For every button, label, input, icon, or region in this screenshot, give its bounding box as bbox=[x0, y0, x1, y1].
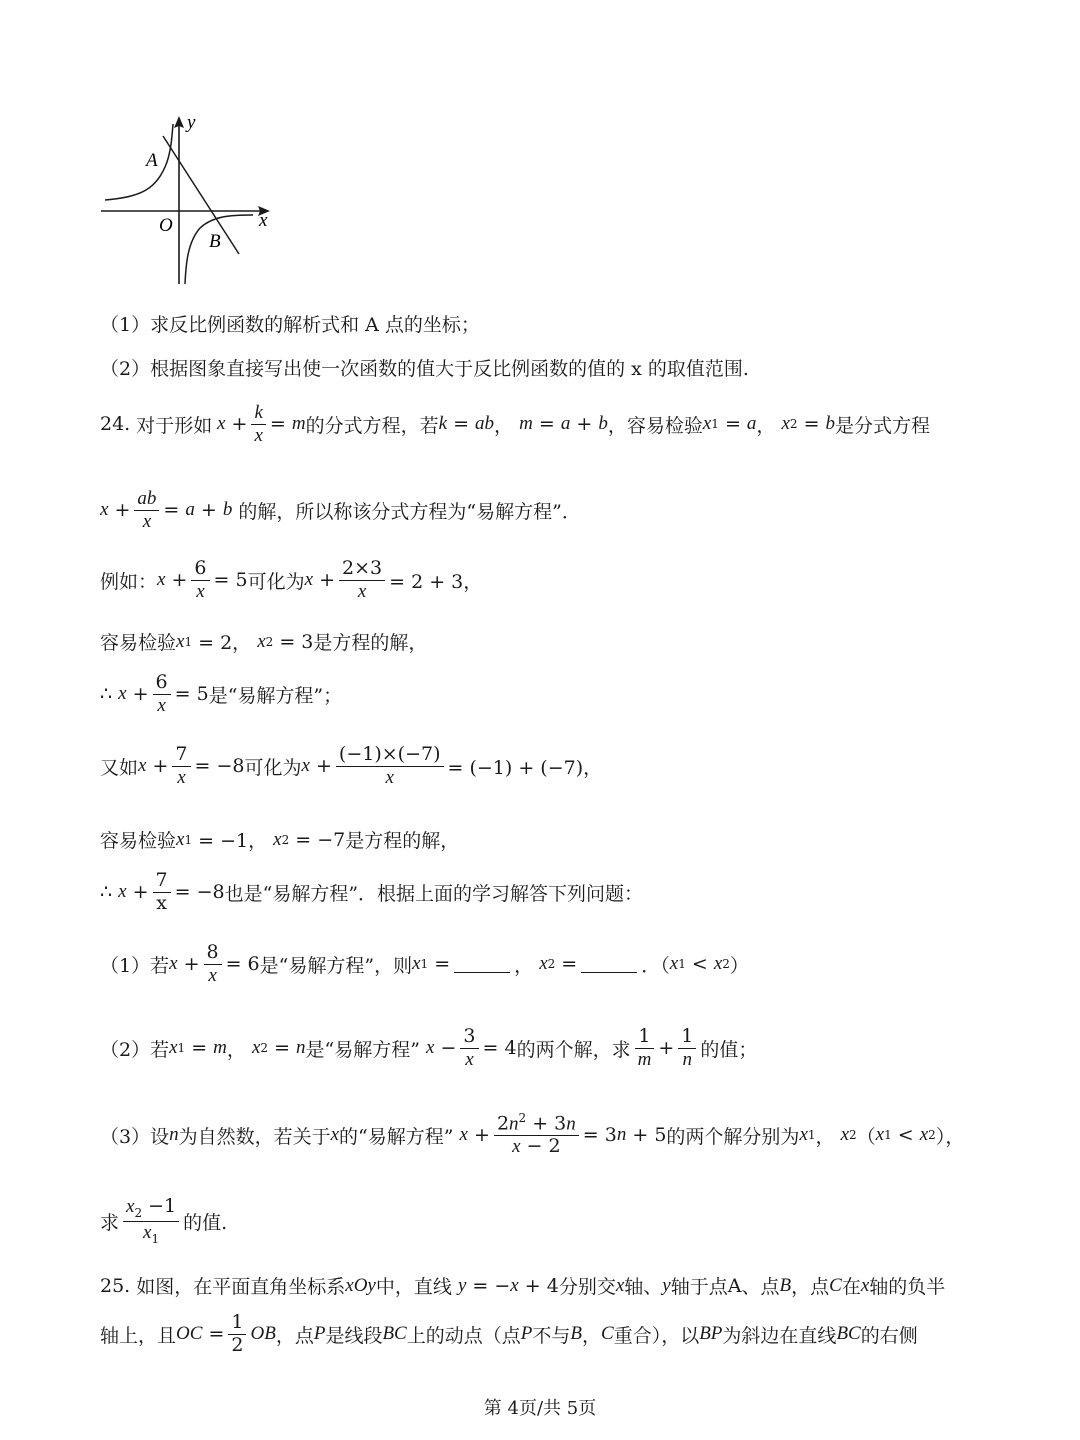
linear-function-line bbox=[163, 136, 239, 254]
therefore-symbol-1: ∴ bbox=[100, 683, 113, 706]
q24-number: 24. bbox=[100, 413, 131, 436]
q24-sub3-ask: 求 $\frac{x_2 -1}{x_1}$ 的值. bbox=[100, 1195, 228, 1246]
q24-therefore2: ∴ x + $\frac{7}{x}$ = −8 也是“易解方程”．根据上面的学习解答下列问题： bbox=[100, 869, 644, 914]
label-origin: O bbox=[159, 215, 173, 236]
q24-intro-text4: 是分式方程 bbox=[835, 414, 931, 437]
function-graph bbox=[95, 112, 285, 292]
q25-text-c: 分别交 bbox=[558, 1276, 616, 1298]
q24-definition-end: 的解，所以称该分式方程为“易解方程”． bbox=[238, 500, 581, 523]
q25-number: 25. bbox=[100, 1274, 131, 1297]
q25-text-2f: ， bbox=[581, 1324, 601, 1347]
q23-part1: （1）求反比例函数的解析式和 A 点的坐标； bbox=[100, 314, 480, 336]
q25-text-2h: 为斜边在直线 bbox=[722, 1324, 837, 1347]
q24-therefore1-end: 是“易解方程”； bbox=[208, 684, 343, 707]
q25-text-2c: 是线段 bbox=[325, 1324, 383, 1347]
q25-text-a: 如图，在平面直角坐标系 bbox=[136, 1276, 346, 1298]
q24-example2-check-text: 容易检验 bbox=[100, 830, 177, 852]
q24-therefore2-end: 也是“易解方程”．根据上面的学习解答下列问题： bbox=[224, 882, 644, 905]
q25-text-2b: ，点 bbox=[275, 1324, 314, 1347]
answer-blank-x1[interactable] bbox=[454, 956, 510, 973]
q24-definition-line: x + $\frac{ab}{x}$ = a + b 的解，所以称该分式方程为“易解方程”． bbox=[100, 488, 581, 532]
label-b: B bbox=[209, 231, 221, 252]
q24-example2: 又如 x + $\frac{7}{x}$ = −8 可化为 x + $\frac{(-1)\times(-7)}{x}$ = (−1) + (−7)， bbox=[100, 743, 603, 788]
label-y: y bbox=[187, 112, 196, 133]
page-footer: 第 4页/共 5页 bbox=[483, 1398, 597, 1419]
q24-sub2-pre: （2）若 bbox=[100, 1038, 170, 1061]
q24-sub1: （1）若 x + $\frac{8}{x}$ = 6 是“易解方程”，则 x 1 = ， x 2 = ．（ x 1 < x 2 ） bbox=[100, 941, 749, 986]
q24-example1-pre: 例如： bbox=[100, 570, 158, 593]
label-a: A bbox=[146, 150, 158, 171]
q25-line1: 25. 如图，在平面直角坐标系 xOy 中，直线 y = − x + 4 分别交 x 轴、 y 轴于点 A 、点 B ，点 C 在 x 轴的负半 bbox=[100, 1272, 945, 1299]
q24-example2-pre: 又如 bbox=[100, 756, 139, 779]
q25-text-d: 轴、 bbox=[624, 1276, 663, 1298]
q24-sub3-end: 的两个解分别为 bbox=[666, 1125, 800, 1148]
q24-sub3-pre: （3）设 bbox=[100, 1125, 170, 1148]
q24-sub3-ask-text: 求 bbox=[100, 1211, 120, 1234]
q24-intro-text1: 对于形如 bbox=[136, 414, 213, 437]
q24-sub1-mid: 是“易解方程”，则 bbox=[259, 954, 413, 977]
q24-example1-check-end: 是方程的解， bbox=[313, 632, 428, 654]
q24-example2-check: 容易检验 x 1 = −1， x 2 = −7 是方程的解， bbox=[100, 826, 459, 853]
label-x: x bbox=[259, 210, 268, 231]
answer-blank-x2[interactable] bbox=[581, 956, 637, 973]
q24-sub2-mid2: 的两个解，求 bbox=[516, 1038, 631, 1061]
hyperbola-left-branch bbox=[105, 124, 173, 200]
q24-intro-text3: 容易检验 bbox=[626, 414, 703, 437]
q24-example2-mid: 可化为 bbox=[244, 756, 302, 779]
q24-example1: 例如： x + $\frac{6}{x}$ = 5 可化为 x + $\frac{2\times 3}{x}$ = 2 + 3， bbox=[100, 557, 483, 602]
q25-text-i: 轴的负半 bbox=[869, 1276, 946, 1298]
q24-sub2-end: 的值； bbox=[700, 1038, 758, 1061]
q24-sub3-mid2: 的“易解方程” bbox=[339, 1125, 454, 1148]
q25-text-2e: 不与 bbox=[532, 1324, 571, 1347]
q25-line2: 轴上，且 OC = $\frac{1}{2}$ OB ，点 P 是线段 BC 上的动点（点 P 不与 B ， C 重合），以 BP 为斜边在直线 BC 的右侧 bbox=[100, 1311, 918, 1356]
q25-text-e: 轴于点 bbox=[670, 1276, 728, 1298]
q24-intro-line: 24. 对于形如 x + $\frac{k}{x}$ = m 的分式方程，若 k = ab ， m = a + b ， 容易检验 x 1 = a ， x 2 = b 是分式方程 bbox=[100, 402, 931, 446]
q24-sub3-mid: 为自然数，若关于 bbox=[178, 1125, 331, 1148]
q24-example1-check-text: 容易检验 bbox=[100, 632, 177, 654]
q25-text-h: 在 bbox=[841, 1276, 861, 1298]
q24-example2-check-end: 是方程的解， bbox=[345, 830, 460, 852]
q24-sub1-pre: （1）若 bbox=[100, 954, 170, 977]
q24-sub2: （2）若 x 1 = m ， x 2 = n 是“易解方程” x − $\frac{3}{x}$ = 4 的两个解，求 $\frac{1}{m}$ + $\frac{1}{n}$ 的值； bbox=[100, 1025, 758, 1070]
q25-text-g: ，点 bbox=[791, 1276, 830, 1298]
q25-text-2i: 的右侧 bbox=[860, 1324, 918, 1347]
q25-text-b: 中，直线 bbox=[375, 1276, 452, 1298]
q24-therefore1: ∴ x + $\frac{6}{x}$ = 5 是“易解方程”； bbox=[100, 671, 343, 716]
q23-part2: （2）根据图象直接写出使一次函数的值大于反比例函数的值的 x 的取值范围. bbox=[100, 358, 749, 380]
q25-text-2d: 上的动点（点 bbox=[406, 1324, 521, 1347]
q24-example1-check: 容易检验 x 1 = 2， x 2 = 3 是方程的解， bbox=[100, 628, 427, 655]
q24-sub3: （3）设 n 为自然数，若关于 x 的“易解方程” x + $\frac{2n^2 + 3n}{x - 2}$ = 3 n + 5 的两个解分别为 x 1 ， x 2 （ x 1 < x 2 ）， bbox=[100, 1111, 965, 1158]
q25-text-f: 、点 bbox=[741, 1276, 780, 1298]
q25-text-2g: 重合），以 bbox=[613, 1324, 700, 1347]
therefore-symbol-2: ∴ bbox=[100, 881, 113, 904]
q25-text-2a: 轴上，且 bbox=[100, 1324, 177, 1347]
q24-example1-mid: 可化为 bbox=[247, 570, 305, 593]
q24-sub3-ask-end: 的值. bbox=[183, 1211, 228, 1234]
q24-sub2-mid: 是“易解方程” bbox=[305, 1038, 420, 1061]
q24-intro-text2: 的分式方程，若 bbox=[305, 414, 439, 437]
